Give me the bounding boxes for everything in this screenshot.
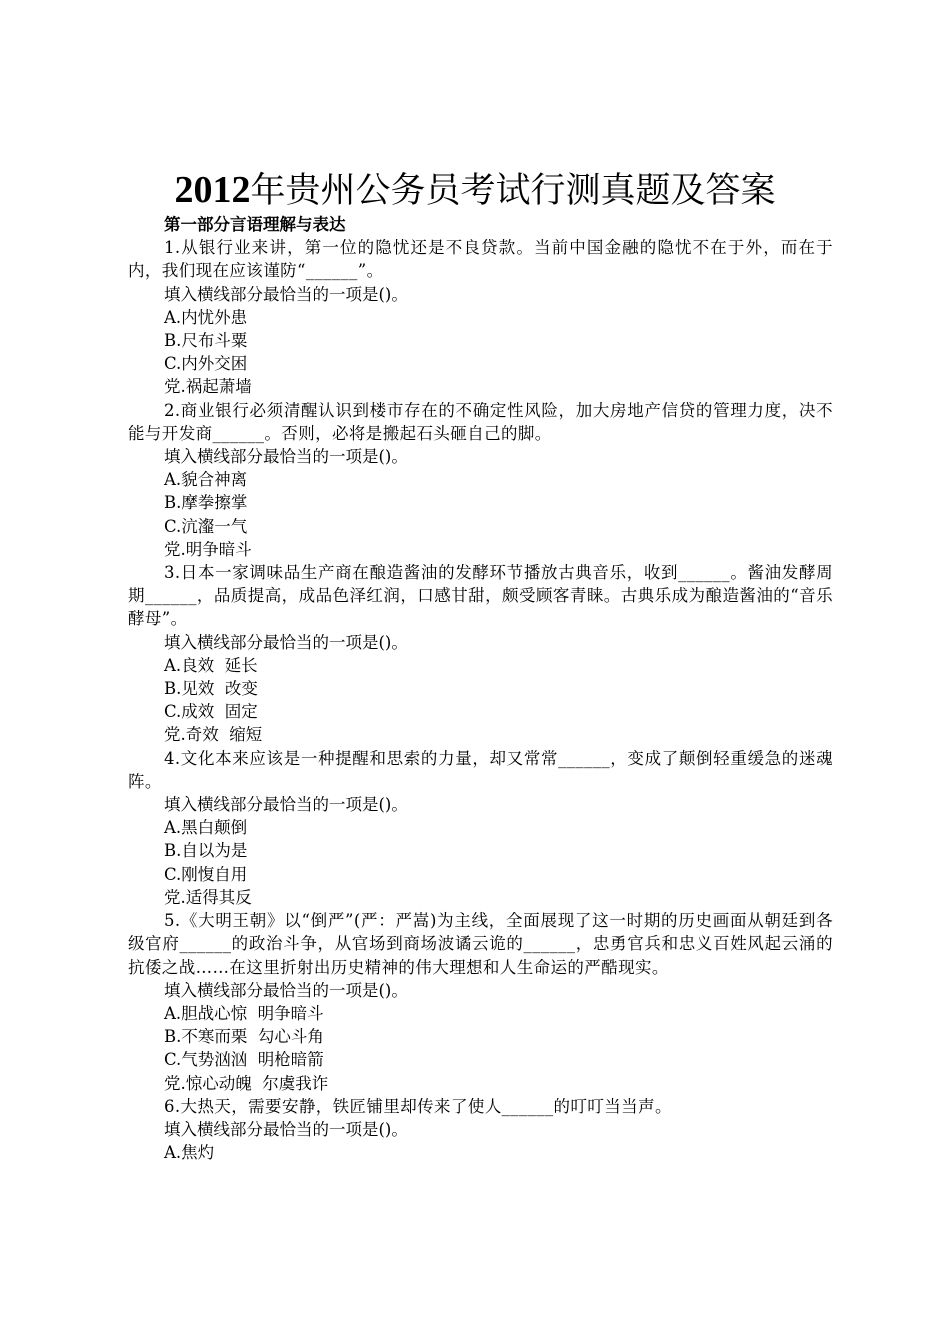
option: C.刚愎自用 bbox=[164, 864, 248, 884]
question-stem: 1.从银行业来讲，第一位的隐忧还是不良贷款。当前中国金融的隐忧不在于外，而在于内，我们现在应该谨防“______”。 bbox=[128, 238, 833, 281]
question-prompt: 填入横线部分最恰当的一项是()。 bbox=[164, 284, 408, 304]
option: 党.明争暗斗 bbox=[164, 539, 252, 559]
document-body bbox=[128, 213, 833, 1164]
option: 党.奇效 缩短 bbox=[164, 725, 263, 745]
question-prompt: 填入横线部分最恰当的一项是()。 bbox=[164, 980, 408, 1000]
option: A.内忧外患 bbox=[164, 307, 248, 327]
question-block bbox=[128, 1095, 833, 1165]
option: 党.惊心动魄 尔虞我诈 bbox=[164, 1073, 329, 1093]
question-prompt: 填入横线部分最恰当的一项是()。 bbox=[164, 1119, 408, 1139]
option: C.沆瀣一气 bbox=[164, 516, 248, 536]
question-block bbox=[128, 909, 833, 1095]
question-stem: 3.日本一家调味品生产商在酿造酱油的发酵环节播放古典音乐，收到______。酱油发酵周期______，品质提高，成品色泽红润，口感甘甜，颇受顾客青睐。古典乐成为酿造酱油的“音乐酵母”。 bbox=[128, 563, 833, 629]
question-block bbox=[128, 747, 833, 909]
option: B.摩拳擦掌 bbox=[164, 493, 248, 513]
question-stem: 2.商业银行必须清醒认识到楼市存在的不确定性风险，加大房地产信贷的管理力度，决不能与开发商______。否则，必将是搬起石头砸自己的脚。 bbox=[128, 400, 833, 443]
option: A.黑白颠倒 bbox=[164, 818, 248, 838]
option: B.见效 改变 bbox=[164, 679, 258, 699]
question-stem: 4.文化本来应该是一种提醒和思索的力量，却又常常______，变成了颠倒轻重缓急的迷魂阵。 bbox=[128, 748, 833, 791]
option: 党.祸起萧墙 bbox=[164, 377, 252, 397]
option: A.良效 延长 bbox=[164, 655, 258, 675]
title-text: 年贵州公务员考试行测真题及答案 bbox=[250, 171, 776, 211]
question-block bbox=[128, 399, 833, 561]
question-prompt: 填入横线部分最恰当的一项是()。 bbox=[164, 447, 408, 467]
question-stem: 5.《大明王朝》以“倒严”(严：严嵩)为主线，全面展现了这一时期的历史画面从朝廷到各级官府______的政治斗争，从官场到商场波谲云诡的______，忠勇官兵和忠义百姓风起云涌的抗倭之战……在这里折射出历史精神的伟大理想和人生命运的严酷现实。 bbox=[128, 911, 833, 977]
question-stem: 6.大热天，需要安静，铁匠铺里却传来了使人______的叮叮当当声。 bbox=[164, 1096, 672, 1116]
question-block bbox=[128, 236, 833, 398]
option: A.貌合神离 bbox=[164, 470, 248, 490]
title-year: 2012 bbox=[174, 169, 251, 211]
question-block bbox=[128, 561, 833, 747]
question-prompt: 填入横线部分最恰当的一项是()。 bbox=[164, 795, 408, 815]
section-heading: 第一部分言语理解与表达 bbox=[164, 215, 346, 234]
option: C.内外交困 bbox=[164, 354, 248, 374]
option: A.胆战心惊 明争暗斗 bbox=[164, 1003, 324, 1023]
option: A.焦灼 bbox=[164, 1143, 215, 1163]
option: C.气势汹汹 明枪暗箭 bbox=[164, 1050, 324, 1070]
option: C.成效 固定 bbox=[164, 702, 258, 722]
option: 党.适得其反 bbox=[164, 887, 252, 907]
option: B.不寒而栗 勾心斗角 bbox=[164, 1027, 324, 1047]
option: B.尺布斗粟 bbox=[164, 331, 248, 351]
question-prompt: 填入横线部分最恰当的一项是()。 bbox=[164, 632, 408, 652]
option: B.自以为是 bbox=[164, 841, 248, 861]
document-title bbox=[0, 168, 950, 213]
